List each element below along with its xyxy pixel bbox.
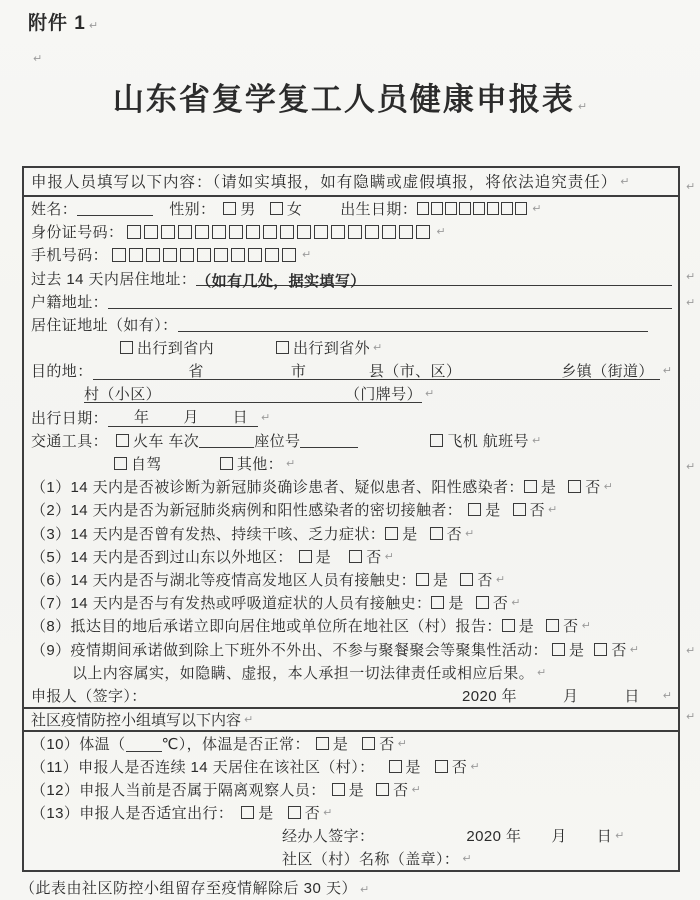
- paragraph-mark-icon: ↵: [425, 388, 435, 401]
- month-label: 月: [183, 409, 199, 427]
- row-permit-address: [24, 313, 678, 336]
- declaration-form-table: [22, 166, 680, 872]
- address-14days-blank[interactable]: [196, 270, 672, 291]
- checkbox-q6-yes[interactable]: [416, 573, 429, 586]
- checkbox-q1-no[interactable]: [568, 480, 581, 493]
- digit-box[interactable]: [197, 248, 211, 262]
- house-number-label: （门牌号）: [344, 385, 422, 403]
- other-transport-label: 其他：: [236, 456, 284, 474]
- id-number-boxes[interactable]: [127, 225, 433, 239]
- row-village: [24, 382, 678, 405]
- no-label: 否: [366, 548, 382, 566]
- paragraph-mark-icon: ↵: [548, 504, 558, 517]
- checkbox-q5-yes[interactable]: [299, 550, 312, 563]
- paragraph-mark-icon: ↵: [465, 527, 475, 540]
- no-label: 否: [611, 641, 627, 659]
- paragraph-mark-icon: ↵: [686, 271, 696, 283]
- yes-label: 是: [448, 595, 464, 613]
- paragraph-mark-icon: ↵: [511, 597, 521, 610]
- checkbox-q5-no[interactable]: [349, 550, 362, 563]
- row-travel-date: [24, 406, 678, 429]
- yes-label: 是: [568, 641, 585, 659]
- checkbox-q3-yes[interactable]: [385, 527, 398, 540]
- no-label: 否: [563, 618, 579, 636]
- household-address-label: 户籍地址：: [31, 293, 109, 311]
- attachment-label: [28, 8, 98, 35]
- handler-signature-date[interactable]: [466, 825, 612, 846]
- month-label: 月: [562, 687, 579, 705]
- row-question-10: [24, 732, 678, 755]
- checkbox-plane[interactable]: [430, 434, 443, 447]
- digit-box[interactable]: [459, 202, 471, 215]
- digit-box[interactable]: [487, 202, 499, 215]
- township-label: 乡镇（街道）: [561, 362, 654, 380]
- checkbox-travel-out-province[interactable]: [276, 341, 289, 354]
- checkbox-q8-no[interactable]: [546, 619, 559, 632]
- village-blank[interactable]: [84, 384, 422, 403]
- digit-box[interactable]: [348, 225, 362, 239]
- row-community-stamp: [24, 847, 678, 870]
- row-name-gender-birth: [24, 197, 678, 220]
- row-question-11: [24, 755, 678, 778]
- digit-box[interactable]: [473, 202, 485, 215]
- paragraph-mark-icon: ↵: [373, 342, 383, 355]
- paragraph-mark-icon: ↵: [531, 434, 542, 447]
- paragraph-mark-icon: ↵: [537, 666, 547, 679]
- yes-label: 是: [405, 759, 421, 776]
- question-2-text: （2）14 天内是否为新冠肺炎病例和阳性感染者的密切接触者：: [31, 502, 463, 520]
- no-label: 否: [529, 502, 546, 520]
- permit-address-blank[interactable]: [178, 316, 648, 332]
- transport-label: 交通工具：: [31, 432, 109, 450]
- checkbox-q3-no[interactable]: [430, 527, 443, 540]
- question-8-text: （8）抵达目的地后承诺立即向居住地或单位所在地社区（村）报告：: [31, 618, 502, 636]
- birthdate-label: 出生日期：: [340, 200, 418, 218]
- yes-label: 是: [433, 571, 449, 589]
- yes-label: 是: [540, 479, 557, 497]
- no-label: 否: [585, 479, 601, 497]
- paragraph-mark-icon: ↵: [686, 297, 696, 309]
- paragraph-mark-icon: ↵: [462, 853, 472, 865]
- digit-box[interactable]: [399, 225, 413, 239]
- city-label: 市: [290, 362, 307, 380]
- paragraph-mark-icon: ↵: [620, 175, 630, 188]
- community-section-header-text: 社区疫情防控小组填写以下内容: [31, 712, 242, 729]
- paragraph-mark-icon: ↵: [470, 761, 480, 773]
- address-14days-label: 过去 14 天内居住地址：: [31, 270, 197, 288]
- retention-note: [20, 877, 369, 898]
- yes-label: 是: [518, 618, 535, 636]
- day-label: 日: [624, 687, 640, 705]
- row-question-6: [24, 568, 678, 591]
- checkbox-q8-yes[interactable]: [502, 619, 515, 632]
- checkbox-q10-yes[interactable]: [316, 737, 329, 750]
- checkbox-q13-yes[interactable]: [241, 806, 254, 819]
- paragraph-mark-icon: ↵: [360, 884, 370, 896]
- checkbox-q2-no[interactable]: [513, 503, 526, 516]
- row-question-8: [24, 614, 678, 637]
- digit-box[interactable]: [127, 225, 141, 239]
- checkbox-q12-no[interactable]: [376, 783, 389, 796]
- checkbox-q7-yes[interactable]: [431, 596, 444, 609]
- declarant-signature-date[interactable]: [462, 685, 640, 706]
- seat-number-label: 座位号: [254, 432, 301, 450]
- yes-label: 是: [485, 502, 501, 520]
- question-5-text: （5）14 天内是否到过山东以外地区：: [31, 548, 293, 566]
- row-destination: [24, 359, 678, 382]
- paragraph-mark-icon: ↵: [323, 807, 333, 819]
- train-number-blank[interactable]: [199, 432, 254, 448]
- digit-box[interactable]: [129, 248, 143, 262]
- paragraph-mark-icon: ↵: [629, 643, 639, 656]
- paragraph-mark-icon: ↵: [436, 226, 446, 239]
- checkbox-q9-yes[interactable]: [552, 643, 565, 656]
- id-number-label: 身份证号码：: [31, 224, 124, 242]
- plane-label: 飞机 航班号: [447, 432, 529, 450]
- question-7-text: （7）14 天内是否与有发热或呼吸道症状的人员有接触史：: [31, 595, 432, 613]
- community-section-header: [24, 707, 678, 732]
- digit-box[interactable]: [161, 225, 175, 239]
- digit-box[interactable]: [501, 202, 513, 215]
- phone-label: 手机号码：: [31, 247, 109, 265]
- digit-box[interactable]: [112, 248, 126, 262]
- no-label: 否: [379, 736, 395, 753]
- row-question-13: [24, 801, 678, 824]
- temperature-blank[interactable]: [126, 736, 162, 752]
- travel-in-province-label: 出行到省内: [137, 340, 215, 358]
- province-label: 省: [188, 362, 204, 380]
- yes-label: 是: [332, 736, 349, 753]
- row-address-14days: [24, 266, 678, 289]
- paragraph-mark-icon: ↵: [581, 620, 591, 633]
- paragraph-mark-icon: ↵: [603, 481, 613, 494]
- month-label: 月: [551, 828, 567, 845]
- male-label: 男: [240, 200, 256, 218]
- digit-box[interactable]: [382, 225, 396, 239]
- year-label: 年: [134, 409, 150, 427]
- phone-boxes[interactable]: [112, 248, 299, 262]
- paragraph-mark-icon: ↵: [33, 53, 43, 65]
- digit-box[interactable]: [280, 225, 294, 239]
- row-question-3: [24, 522, 678, 545]
- digit-box[interactable]: [331, 225, 345, 239]
- no-label: 否: [446, 525, 463, 543]
- question-12-text: （12）申报人当前是否属于隔离观察人员：: [31, 782, 326, 799]
- digit-box[interactable]: [212, 225, 226, 239]
- paragraph-mark-icon: ↵: [88, 20, 99, 32]
- checkbox-q9-no[interactable]: [594, 643, 607, 656]
- no-label: 否: [304, 805, 321, 822]
- seat-number-blank[interactable]: [300, 432, 358, 448]
- paragraph-mark-icon: ↵: [244, 714, 254, 726]
- row-question-7: [24, 591, 678, 614]
- permit-address-label: 居住证地址（如有）：: [31, 316, 178, 334]
- no-label: 否: [477, 571, 493, 589]
- paragraph-mark-icon: ↵: [384, 550, 394, 563]
- question-11-text: （11）申报人是否连续 14 天居住在该社区（村）：: [31, 759, 375, 776]
- checkbox-q10-no[interactable]: [362, 737, 375, 750]
- row-transport: [24, 429, 678, 452]
- digit-box[interactable]: [246, 225, 260, 239]
- year-2020-label: 2020 年: [466, 828, 522, 845]
- affirmation-text: 以上内容属实，如隐瞒、虚报，本人承担一切法律责任或相应后果。: [72, 664, 535, 682]
- no-label: 否: [393, 782, 409, 799]
- checkbox-q7-no[interactable]: [476, 596, 489, 609]
- yes-label: 是: [315, 548, 332, 566]
- paragraph-mark-icon: ↵: [261, 411, 271, 424]
- row-phone-number: [24, 243, 678, 266]
- yes-label: 是: [348, 782, 365, 799]
- digit-box[interactable]: [144, 225, 158, 239]
- row-question-9: [24, 637, 678, 660]
- handler-signature-label: 经办人签字：: [282, 828, 375, 845]
- day-label: 日: [232, 409, 249, 427]
- paragraph-mark-icon: ↵: [686, 645, 696, 657]
- birthdate-boxes[interactable]: [417, 202, 529, 215]
- checkbox-female[interactable]: [270, 202, 283, 215]
- row-question-1: [24, 475, 678, 498]
- checkbox-q11-no[interactable]: [435, 760, 448, 773]
- row-declarant-signature: [24, 684, 678, 707]
- question-6-text: （6）14 天内是否与湖北等疫情高发地区人员有接触史：: [31, 571, 416, 589]
- paragraph-mark-icon: ↵: [686, 181, 696, 193]
- name-blank[interactable]: [77, 200, 153, 216]
- digit-box[interactable]: [229, 225, 243, 239]
- paragraph-mark-icon: ↵: [411, 784, 421, 796]
- digit-box[interactable]: [417, 202, 429, 215]
- digit-box[interactable]: [146, 248, 160, 262]
- question-10-pre-text: （10）体温（: [31, 736, 126, 753]
- page-title-text: 山东省复学复工人员健康申报表: [112, 82, 575, 117]
- no-label: 否: [492, 595, 509, 613]
- question-3-text: （3）14 天内是否曾有发热、持续干咳、乏力症状：: [31, 525, 386, 543]
- page-title: [0, 74, 700, 119]
- address-14days-note: （如有几处，据实填写）: [196, 273, 366, 291]
- attachment-text: 附件 1: [28, 13, 86, 34]
- checkbox-q6-no[interactable]: [460, 573, 473, 586]
- paragraph-mark-icon: ↵: [686, 711, 696, 723]
- checkbox-q13-no[interactable]: [288, 806, 301, 819]
- household-address-blank[interactable]: [108, 293, 672, 309]
- self-drive-label: 自驾: [131, 456, 162, 474]
- digit-box[interactable]: [314, 225, 328, 239]
- checkbox-other-transport[interactable]: [220, 457, 233, 470]
- checkbox-travel-in-province[interactable]: [120, 341, 133, 354]
- travel-date-label: 出行日期：: [31, 409, 109, 427]
- retention-note-text: （此表由社区防控小组留存至疫情解除后 30 天）: [20, 880, 358, 897]
- digit-box[interactable]: [297, 225, 311, 239]
- year-2020-label: 2020 年: [462, 687, 517, 705]
- digit-box[interactable]: [263, 225, 277, 239]
- paragraph-mark-icon: ↵: [286, 458, 296, 471]
- declarant-section-header: [24, 168, 678, 197]
- digit-box[interactable]: [214, 248, 228, 262]
- paragraph-mark-icon: ↵: [662, 689, 672, 702]
- gender-label: 性别：: [169, 200, 216, 218]
- digit-box[interactable]: [431, 202, 443, 215]
- yes-label: 是: [402, 525, 418, 543]
- row-transport-2: [24, 452, 678, 475]
- paragraph-mark-icon: ↵: [397, 738, 407, 750]
- digit-box[interactable]: [265, 248, 279, 262]
- destination-blank[interactable]: [93, 361, 660, 380]
- day-label: 日: [596, 828, 613, 845]
- digit-box[interactable]: [163, 248, 177, 262]
- declarant-signature-label: 申报人（签字）：: [31, 687, 147, 705]
- digit-box[interactable]: [180, 248, 194, 262]
- question-13-text: （13）申报人是否适宜出行：: [31, 805, 234, 822]
- village-label: 村（小区）: [84, 385, 162, 403]
- paragraph-mark-icon: ↵: [686, 461, 696, 473]
- row-question-2: [24, 498, 678, 521]
- checkbox-self-drive[interactable]: [114, 457, 127, 470]
- checkbox-q2-yes[interactable]: [468, 503, 481, 516]
- row-question-5: [24, 545, 678, 568]
- question-10-post-text: ℃），体温是否正常：: [161, 736, 310, 753]
- paragraph-mark-icon: ↵: [615, 830, 625, 842]
- checkbox-q1-yes[interactable]: [524, 480, 537, 493]
- paragraph-mark-icon: ↵: [495, 573, 506, 586]
- checkbox-q12-yes[interactable]: [332, 783, 345, 796]
- checkbox-q11-yes[interactable]: [389, 760, 402, 773]
- destination-label: 目的地：: [31, 363, 93, 381]
- row-handler-signature: [24, 824, 678, 847]
- row-household-address: [24, 290, 678, 313]
- paragraph-mark-icon: ↵: [662, 365, 672, 378]
- row-travel-scope: [24, 336, 678, 359]
- digit-box[interactable]: [416, 225, 430, 239]
- travel-out-province-label: 出行到省外: [293, 340, 371, 358]
- digit-box[interactable]: [282, 248, 296, 262]
- paragraph-mark-icon: ↵: [577, 101, 588, 113]
- declarant-section-header-text: 申报人员填写以下内容：（请如实填报，如有隐瞒或虚假填报，将依法追究责任）: [31, 174, 618, 192]
- row-id-number: [24, 220, 678, 243]
- train-label: 火车 车次: [133, 432, 200, 450]
- question-1-text: （1）14 天内是否被诊断为新冠肺炎确诊患者、疑似患者、阳性感染者：: [31, 479, 524, 497]
- travel-date-blank[interactable]: [108, 408, 258, 427]
- yes-label: 是: [258, 805, 274, 822]
- paragraph-mark-icon: ↵: [532, 202, 542, 215]
- no-label: 否: [451, 759, 468, 776]
- digit-box[interactable]: [195, 225, 209, 239]
- digit-box[interactable]: [178, 225, 192, 239]
- digit-box[interactable]: [365, 225, 379, 239]
- female-label: 女: [286, 200, 303, 218]
- county-label: 县（市、区）: [368, 362, 462, 380]
- question-9-text: （9）疫情期间承诺做到除上下班外不外出、不参与聚餐聚会等聚集性活动：: [31, 641, 548, 659]
- row-question-12: [24, 778, 678, 801]
- community-stamp-label: 社区（村）名称（盖章）：: [282, 851, 460, 868]
- digit-box[interactable]: [515, 202, 527, 215]
- row-affirmation: [24, 661, 678, 684]
- paragraph-mark-icon: ↵: [302, 249, 312, 262]
- checkbox-male[interactable]: [223, 202, 236, 215]
- checkbox-train[interactable]: [116, 434, 129, 447]
- name-label: 姓名：: [31, 200, 78, 218]
- digit-box[interactable]: [445, 202, 457, 215]
- digit-box[interactable]: [231, 248, 245, 262]
- digit-box[interactable]: [248, 248, 262, 262]
